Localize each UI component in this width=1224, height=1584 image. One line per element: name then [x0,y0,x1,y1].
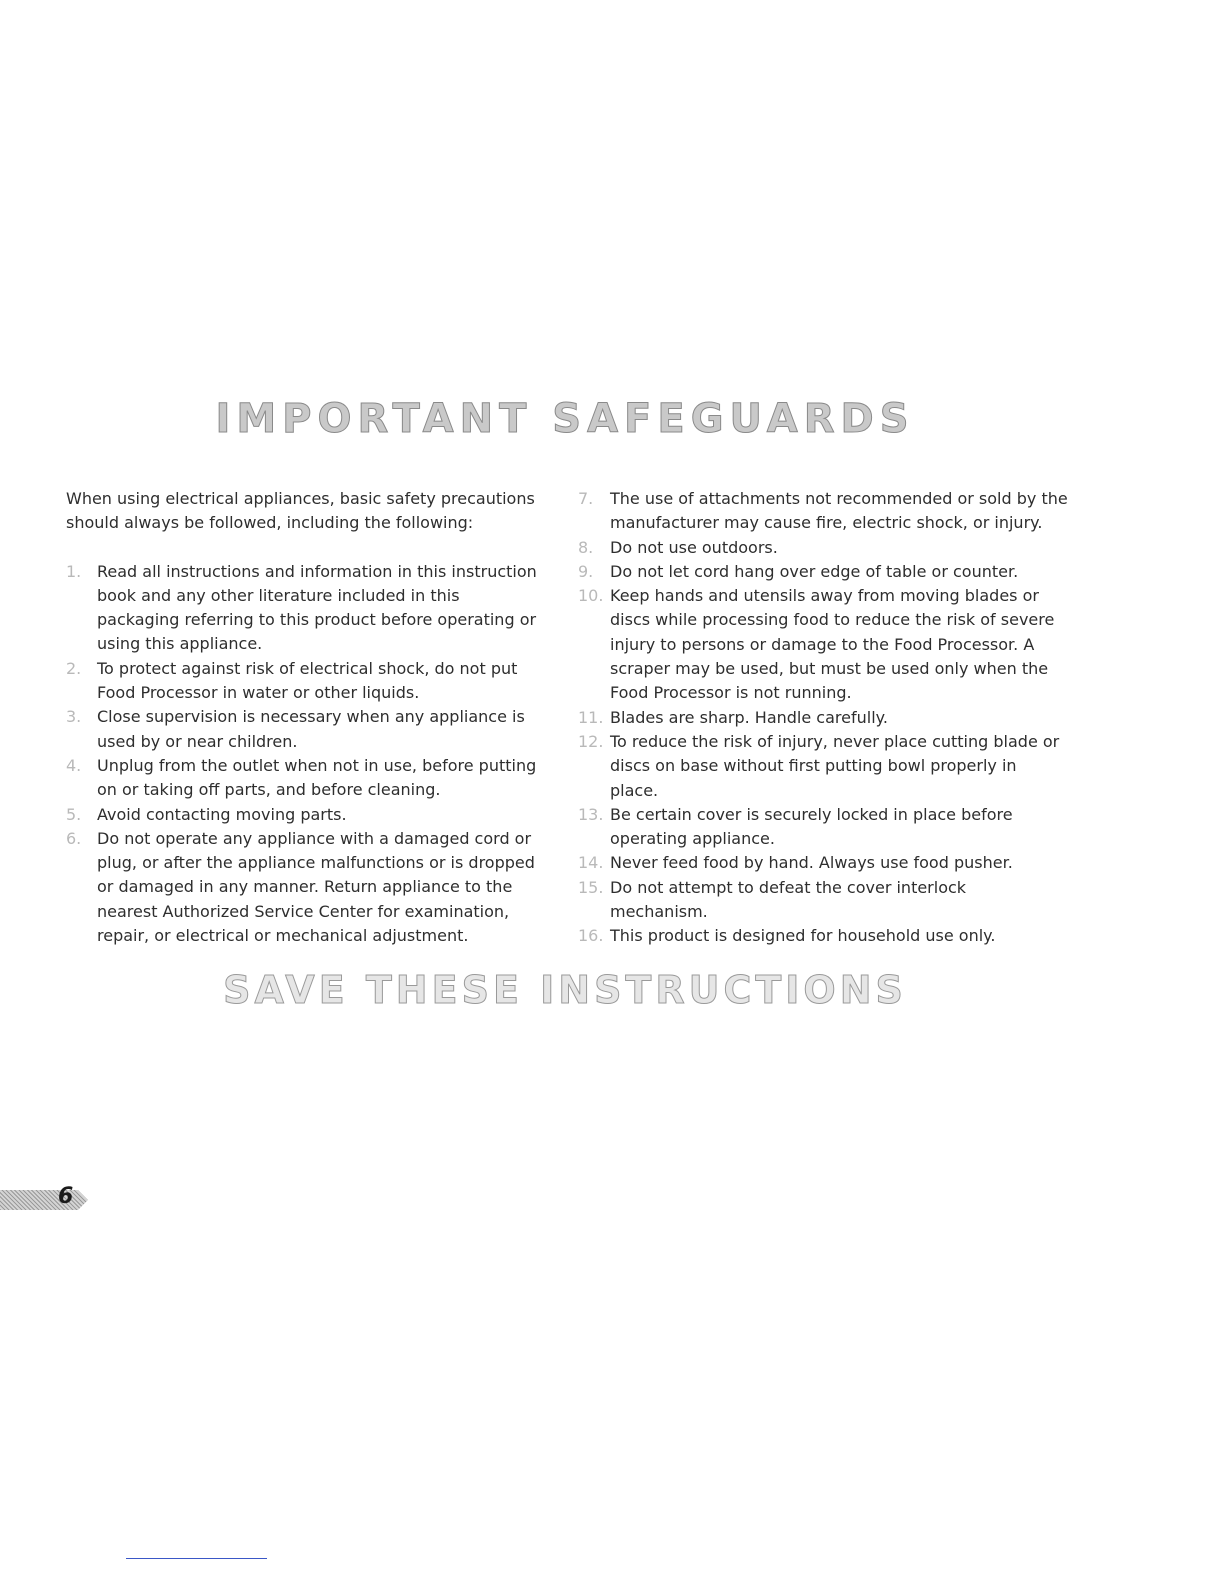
list-item [66,657,546,706]
item-number: 8. [578,537,594,557]
list-item [578,730,1068,803]
item-number: 11. [578,707,604,727]
item-number: 2. [66,658,82,678]
item-number: 13. [578,804,604,824]
save-instructions-heading: SAVE THESE INSTRUCTIONS [223,968,907,1012]
page-number: 6 [58,1184,74,1209]
item-number: 6. [66,828,82,848]
list-item [578,851,1068,875]
list-item [578,876,1068,925]
list-item [578,536,1068,560]
item-text: Blades are sharp. Handle carefully. [610,707,888,727]
list-item [66,803,546,827]
item-number: 9. [578,561,594,581]
list-item [578,584,1068,705]
item-text: Keep hands and utensils away from moving blades or discs while processing food to reduce the risk of severe injury to persons or damage to the Food Processor. A scraper may be used, but must be used only when the Food Processor is not running. [610,586,1055,703]
item-text: Do not operate any appliance with a damaged cord or plug, or after the appliance malfunctions or is dropped or damaged in any manner. Return appliance to the nearest Authorized Service Center for examination, repair, or electrical or mechanical adjustment. [97,828,535,946]
page-number-tab [0,1190,88,1210]
item-number: 5. [66,804,82,824]
list-item [66,560,546,657]
list-item [578,560,1068,584]
footer-divider [126,1558,267,1559]
item-text: Read all instructions and information in this instruction book and any other literature included in this packaging referring to this product before operating or using this appliance. [97,561,537,654]
item-text: Close supervision is necessary when any appliance is used by or near children. [97,707,525,751]
left-column [66,487,546,948]
item-text: Do not use outdoors. [610,537,778,557]
item-text: This product is designed for household use only. [610,926,996,946]
right-column [578,487,1068,949]
item-text: Avoid contacting moving parts. [97,804,347,824]
item-text: Never feed food by hand. Always use food pusher. [610,853,1013,873]
item-text: Be certain cover is securely locked in place before operating appliance. [610,804,1013,849]
item-number: 12. [578,731,604,751]
item-text: Do not let cord hang over edge of table or counter. [610,561,1019,581]
item-number: 10. [578,586,604,606]
item-text: To reduce the risk of injury, never place cutting blade or discs on base without first putting bowl properly in place. [610,731,1060,800]
list-item [66,827,546,948]
safeguards-list-right [578,487,1068,949]
safeguards-list-left [66,560,546,949]
item-text: Do not attempt to defeat the cover interlock mechanism. [610,877,967,922]
list-item [66,705,546,754]
list-item [578,706,1068,730]
list-item [578,924,1068,948]
item-number: 7. [578,489,594,508]
intro-paragraph: When using electrical appliances, basic safety precautions should always be followed, including the following: [66,489,535,533]
list-item [578,487,1068,536]
page-title: IMPORTANT SAFEGUARDS [215,396,915,442]
item-number: 3. [66,707,82,727]
item-text: To protect against risk of electrical shock, do not put Food Processor in water or other liquids. [97,658,518,703]
item-text: The use of attachments not recommended or sold by the manufacturer may cause fire, electric shock, or injury. [610,489,1068,533]
list-item [578,803,1068,852]
item-number: 15. [578,877,604,897]
item-number: 4. [66,755,82,775]
item-number: 14. [578,853,604,873]
item-number: 16. [578,926,604,946]
item-number: 1. [66,561,82,581]
list-item [66,754,546,803]
item-text: Unplug from the outlet when not in use, before putting on or taking off parts, and before cleaning. [97,755,537,800]
